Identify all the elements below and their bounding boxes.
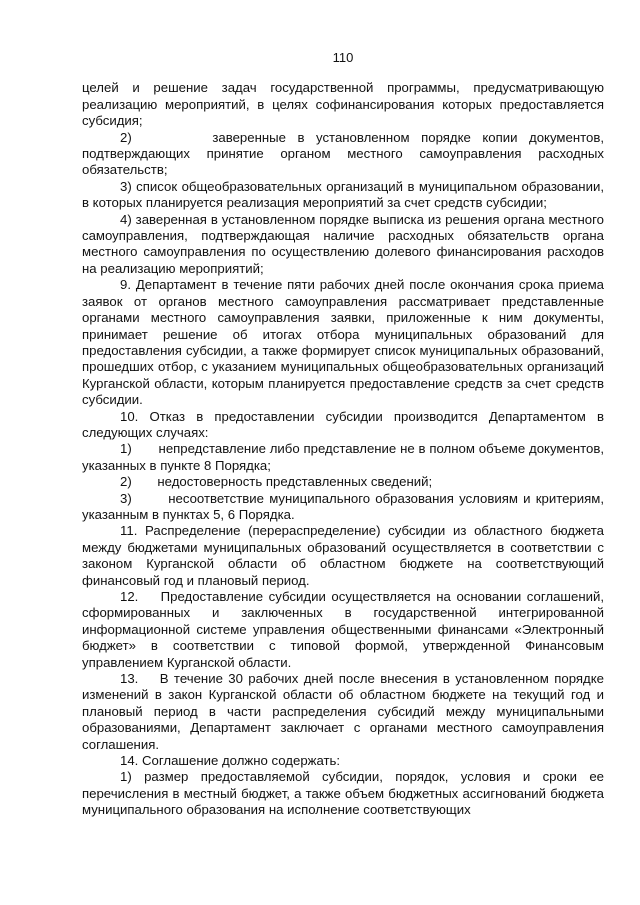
paragraph: 12. Предоставление субсидии осуществляется на основании соглашений, сформированных и заключенных в государственной интегрированной информационной системе управления общественными финансами «Электронный бюджет» в соответствии с типовой формой, утвержденной Финансовым управлением Курганской области. — [82, 589, 604, 670]
paragraph: 4) заверенная в установленном порядке выписка из решения органа местного самоуправления, подтверждающая наличие расходных обязательств органа местного самоуправления по осуществлению долевого финансирования расходов на реализацию мероприятий; — [82, 211, 604, 276]
paragraph: 3) список общеобразовательных организаций в муниципальном образовании, в которых планируется реализация мероприятий за счет средств субсидии; — [82, 178, 604, 211]
paragraph: 3) несоответствие муниципального образования условиям и критериям, указанным в пунктах 5, 6 Порядка. — [82, 490, 604, 522]
paragraph: 1) размер предоставляемой субсидии, порядок, условия и сроки ее перечисления в местный бюджет, а также объем бюджетных ассигнований бюджета муниципального образования на исполнение соответствующих — [82, 769, 604, 818]
paragraph: 9. Департамент в течение пяти рабочих дней после окончания срока приема заявок от органов местного самоуправления рассматривает представленные органами местного самоуправления заявки, приложенные к ним документы, принимает решение об итогах отбора муниципальных образований для предоставления субсидии, а также формирует список муниципальных образований, прошедших отбор, с указанием муниципальных общеобразовательных организаций Курганской области, которым планируется предоставление средств за счет средств субсидии. — [82, 277, 604, 408]
paragraph: 11. Распределение (перераспределение) субсидии из областного бюджета между бюджетами муниципальных образований осуществляется в соответствии с законом Курганской области об областном бюджете на соответствующий финансовый год и плановый период. — [82, 523, 604, 588]
paragraph: 14. Соглашение должно содержать: — [120, 753, 341, 769]
page-number: 110 — [332, 50, 354, 65]
document-page — [82, 50, 604, 819]
paragraph: 10. Отказ в предоставлении субсидии производится Департаментом в следующих случаях: — [82, 408, 604, 440]
paragraph: целей и решение задач государственной программы, предусматривающую реализацию мероприятий, в целях софинансирования которых предоставляется субсидия; — [82, 80, 604, 129]
paragraph: 13. В течение 30 рабочих дней после внесения в установленном порядке изменений в закон Курганской области об областном бюджете на текущий год и плановый период в части распределения субсидий между муниципальными образованиями, Департамент заключает с органами местного самоуправления соглашения. — [82, 671, 604, 752]
paragraph: 2) заверенные в установленном порядке копии документов, подтверждающих принятие органом местного самоуправления расходных обязательств; — [82, 129, 604, 178]
paragraph: 2) недостоверность представленных сведений; — [120, 474, 433, 490]
body-text — [82, 80, 604, 818]
paragraph: 1) непредставление либо представление не в полном объеме документов, указанных в пункте 8 Порядка; — [82, 441, 604, 473]
